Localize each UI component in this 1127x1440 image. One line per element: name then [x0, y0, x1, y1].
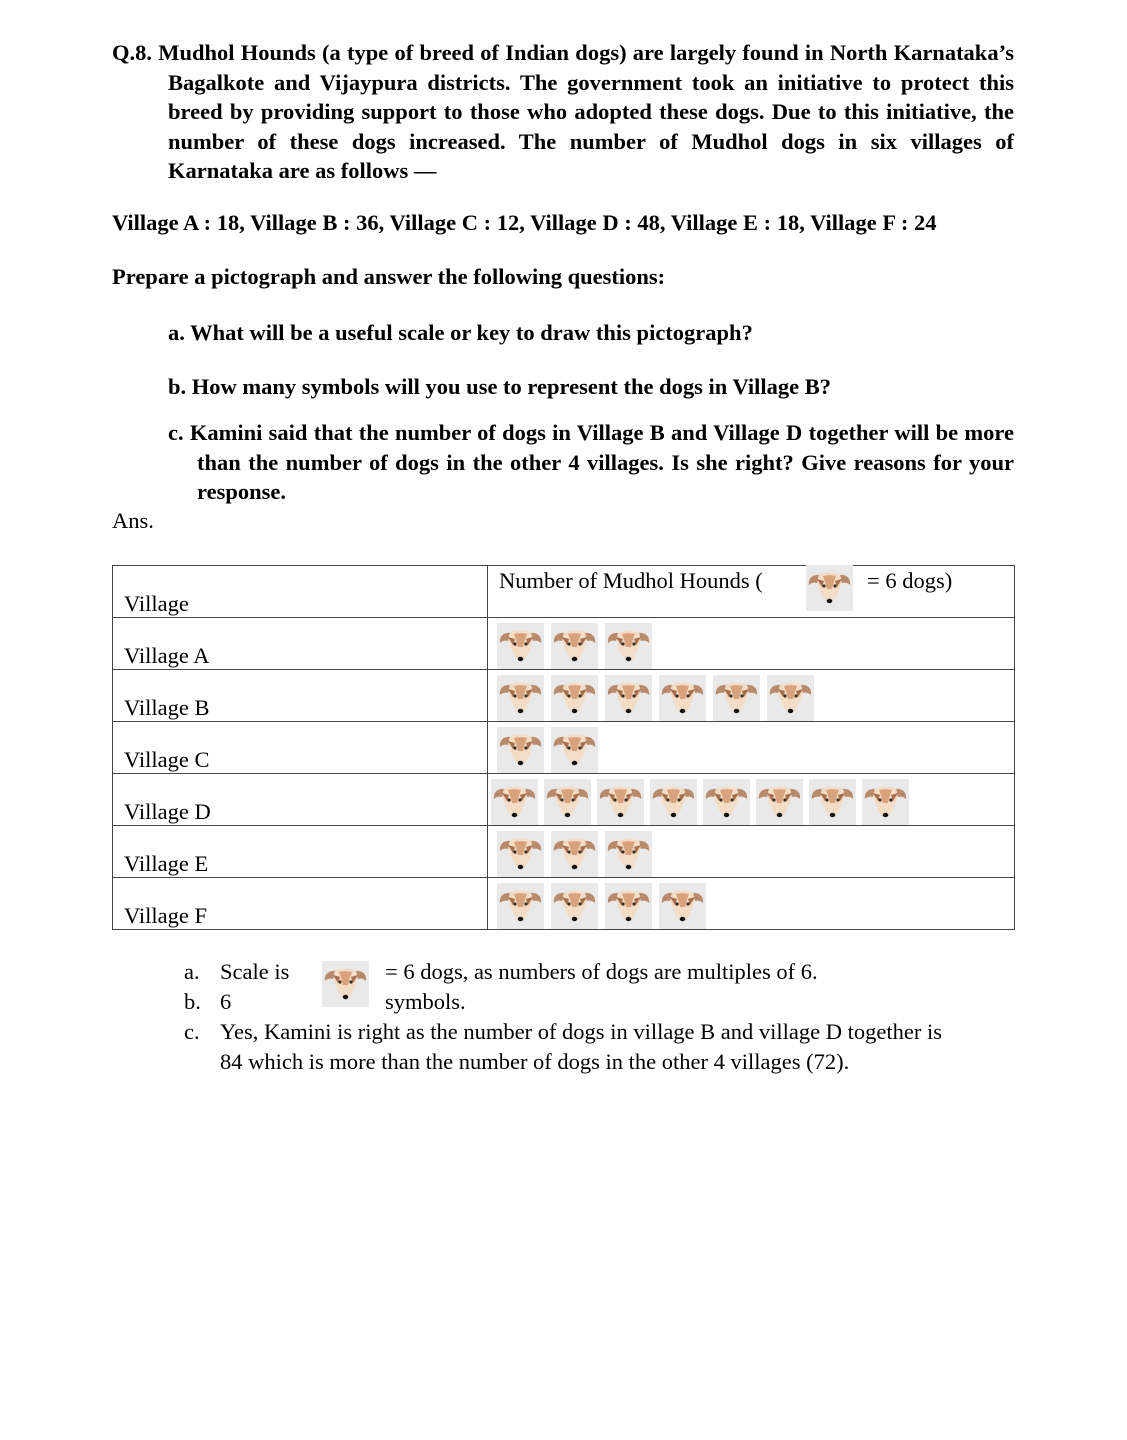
dog-face-icon	[659, 883, 706, 929]
question-paragraph: Q.8. Mudhol Hounds (a type of breed of Indian dogs) are largely found in North Karnataka’s Bagalkote and Vijaypura districts. The government took an initiative to protect this breed by providing support to those who adopted these dogs. Due to this initiative, the number of these dogs increased. The number of Mudhol dogs in six villages of Karnataka are as follows —	[112, 40, 1014, 184]
dog-face-icon	[597, 779, 644, 825]
dog-face-icon	[497, 883, 544, 929]
dog-face-icon	[497, 831, 544, 877]
dog-face-icon	[551, 831, 598, 877]
dog-face-icon	[605, 883, 652, 929]
dog-face-icon	[756, 779, 803, 825]
answer-b-rest: symbols.	[385, 989, 466, 1014]
dog-face-icon	[551, 675, 598, 721]
answer-b-marker: b.	[184, 989, 201, 1014]
header-number	[488, 566, 1015, 618]
village-name: Village B	[113, 670, 488, 722]
dog-face-icon	[497, 727, 544, 773]
table-row	[113, 670, 1015, 722]
header-scale-label: = 6 dogs)	[867, 568, 953, 593]
dog-face-icon	[659, 675, 706, 721]
table-row	[113, 826, 1015, 878]
symbol-cell	[488, 722, 1015, 774]
answer-a-rest: = 6 dogs, as numbers of dogs are multiples of 6.	[385, 959, 818, 984]
symbol-cell	[488, 774, 1015, 826]
answer-b-value: 6	[220, 989, 232, 1014]
table-row	[113, 618, 1015, 670]
pictograph-table	[112, 565, 1015, 930]
ans-label: Ans.	[112, 508, 154, 533]
dog-face-icon	[605, 675, 652, 721]
dog-face-icon	[491, 779, 538, 825]
table-row	[113, 878, 1015, 930]
dog-face-icon	[703, 779, 750, 825]
dog-face-icon	[767, 675, 814, 721]
dog-face-icon	[551, 623, 598, 669]
village-name: Village C	[113, 722, 488, 774]
header-village: Village	[113, 566, 488, 618]
dog-face-icon	[862, 779, 909, 825]
dog-face-icon	[605, 831, 652, 877]
answer-c-line1: Yes, Kamini is right as the number of dogs in village B and village D together is	[220, 1019, 942, 1044]
dog-face-icon	[497, 675, 544, 721]
dog-face-icon	[806, 565, 853, 611]
table-row	[113, 722, 1015, 774]
village-name: Village F	[113, 878, 488, 930]
table-row	[113, 774, 1015, 826]
dog-face-icon	[809, 779, 856, 825]
symbol-cell	[488, 826, 1015, 878]
dog-face-icon	[544, 779, 591, 825]
sub-question-c: c. Kamini said that the number of dogs in Village B and Village D together will be more than the number of dogs in the other 4 villages. Is she right? Give reasons for your response.	[168, 420, 1014, 505]
dog-face-icon	[497, 623, 544, 669]
data-line: Village A : 18, Village B : 36, Village C : 12, Village D : 48, Village E : 18, Village F : 24	[112, 210, 937, 235]
answer-c-marker: c.	[184, 1019, 200, 1044]
dog-face-icon	[551, 727, 598, 773]
answer-c-line2: 84 which is more than the number of dogs in the other 4 villages (72).	[220, 1049, 850, 1074]
symbol-cell	[488, 670, 1015, 722]
answer-a-text: Scale is	[220, 959, 290, 984]
village-name: Village A	[113, 618, 488, 670]
symbol-cell	[488, 878, 1015, 930]
dog-face-icon	[650, 779, 697, 825]
answer-a-marker: a.	[184, 959, 200, 984]
header-number-label: Number of Mudhol Hounds (	[499, 568, 763, 593]
question-block	[112, 38, 1014, 186]
sub-question-a: a. What will be a useful scale or key to draw this pictograph?	[168, 320, 753, 345]
dog-face-icon	[322, 961, 369, 1007]
dog-face-icon	[551, 883, 598, 929]
table-header-row	[113, 566, 1015, 618]
village-name: Village D	[113, 774, 488, 826]
instruction: Prepare a pictograph and answer the following questions:	[112, 264, 666, 289]
dog-face-icon	[713, 675, 760, 721]
sub-question-b: b. How many symbols will you use to represent the dogs in Village B?	[168, 374, 831, 399]
dog-face-icon	[605, 623, 652, 669]
village-name: Village E	[113, 826, 488, 878]
symbol-cell	[488, 618, 1015, 670]
